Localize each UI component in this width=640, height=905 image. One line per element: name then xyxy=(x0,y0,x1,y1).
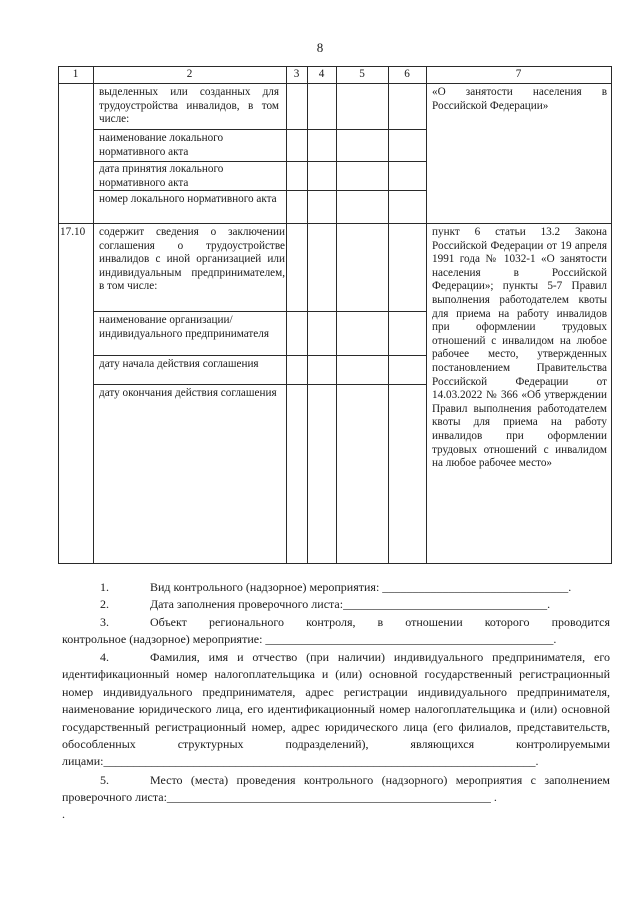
requirement-text: выделенных или созданных для трудоустройства инвалидов, в том числе: xyxy=(99,86,279,126)
punct: . xyxy=(553,632,557,647)
section-3 xyxy=(62,614,610,649)
section-number: 3. xyxy=(100,615,109,629)
header-bottom-line xyxy=(58,83,611,84)
section-number: 4. xyxy=(100,650,109,664)
section-2 xyxy=(62,596,610,613)
section-label: Дата заполнения проверочного листа: xyxy=(150,597,344,611)
column-line xyxy=(58,66,59,564)
column-line xyxy=(426,66,427,564)
row-line xyxy=(93,355,426,356)
fill-line[interactable]: ________________________________________________ xyxy=(265,632,554,647)
trailing-dot: . xyxy=(62,807,65,821)
column-header: 1 xyxy=(72,68,79,80)
section-1 xyxy=(62,579,610,596)
requirement-subitem: дату начала действия соглашения xyxy=(99,358,259,370)
table-border-bottom xyxy=(58,563,611,564)
requirement-subitem: наименование организации/индивидуального предпринимателя xyxy=(99,314,269,340)
column-header: 3 xyxy=(293,68,300,80)
column-header: 2 xyxy=(186,68,193,80)
section-label-continuation: контрольное (надзорное) мероприятие: xyxy=(62,632,263,647)
requirement-subitem: дата принятия локального нормативного акта xyxy=(99,163,224,189)
section-label: Фамилия, имя и отчество (при наличии) индивидуального предпринимателя, его идентификационный номер налогоплательщика и (или) основной государственный регистрационный номер индивидуального предпринимателя, адрес регистрации индивидуального предпринимателя, наименование юридического лица, его идентификационный номер налогоплательщика и (или) основной государственный регистрационный номер, адрес юридического лица (его филиалов, представительств, обособленных структурных подразделений), являющихся контролируемыми лицами: xyxy=(62,650,610,769)
fill-line[interactable]: _______________________________ xyxy=(382,580,569,594)
section-5 xyxy=(62,772,610,807)
column-line xyxy=(388,66,389,564)
requirement-subitem: дату окончания действия соглашения xyxy=(99,387,277,399)
row-line xyxy=(93,384,426,385)
legal-basis: пункт 6 статьи 13.2 Закона Российской Федерации от 19 апреля 1991 года № 1032-1 «О занятости населения в Российской Федерации»; пункты 5-7 Правил выполнения работодателем квоты для приема на работу инвалидов при оформлении трудовых отношений с инвалидом на любое рабочее место, утвержденных постановлением Правительства Российской Федерации от 14.03.2022 № 366 «Об утверждении Правил выполнения работодателем квоты для приема на работу инвалидов при оформлении трудовых отношений с инвалидом на любое рабочее место» xyxy=(432,226,607,470)
section-label: Вид контрольного (надзорное) мероприятия: xyxy=(150,580,380,594)
section-label: Объект регионального контроля, в отношении которого проводится xyxy=(150,615,610,629)
row-line xyxy=(58,223,611,224)
fill-line[interactable]: ______________________________________________________ xyxy=(166,790,491,805)
column-line xyxy=(336,66,337,564)
section-number: 5. xyxy=(100,773,109,787)
column-line xyxy=(611,66,612,564)
column-header: 5 xyxy=(359,68,365,80)
requirement-text: содержит сведения о заключении соглашения о трудоустройстве инвалидов с иной организацией или индивидуальным предпринимателем, в том числе: xyxy=(99,226,285,293)
row-line xyxy=(93,129,426,130)
punct: . xyxy=(535,754,539,769)
column-header: 7 xyxy=(515,68,522,80)
section-number: 2. xyxy=(100,597,109,611)
fill-line[interactable]: ________________________________________________________________________ xyxy=(103,754,536,769)
punct: . xyxy=(547,597,551,611)
punct: . xyxy=(490,790,497,805)
column-header: 4 xyxy=(318,68,325,80)
column-line xyxy=(286,66,287,564)
row-number: 17.10 xyxy=(60,226,86,238)
punct: . xyxy=(568,580,572,594)
column-header: 6 xyxy=(404,68,410,80)
page-number: 8 xyxy=(316,40,324,55)
section-number: 1. xyxy=(100,580,109,594)
legal-basis: «О занятости населения в Российской Федерации» xyxy=(432,86,607,112)
table-border-top xyxy=(58,66,611,67)
requirement-subitem: наименование локального нормативного акта xyxy=(99,132,224,158)
requirement-subitem: номер локального нормативного акта xyxy=(99,193,277,205)
row-line xyxy=(93,161,426,162)
section-4 xyxy=(62,649,610,771)
section-label: Место (места) проведения контрольного (надзорного) мероприятия с заполнением проверочного листа: xyxy=(62,773,610,805)
column-line xyxy=(93,66,94,564)
fill-line[interactable]: __________________________________ xyxy=(343,597,548,611)
row-line xyxy=(93,311,426,312)
column-line xyxy=(307,66,308,564)
